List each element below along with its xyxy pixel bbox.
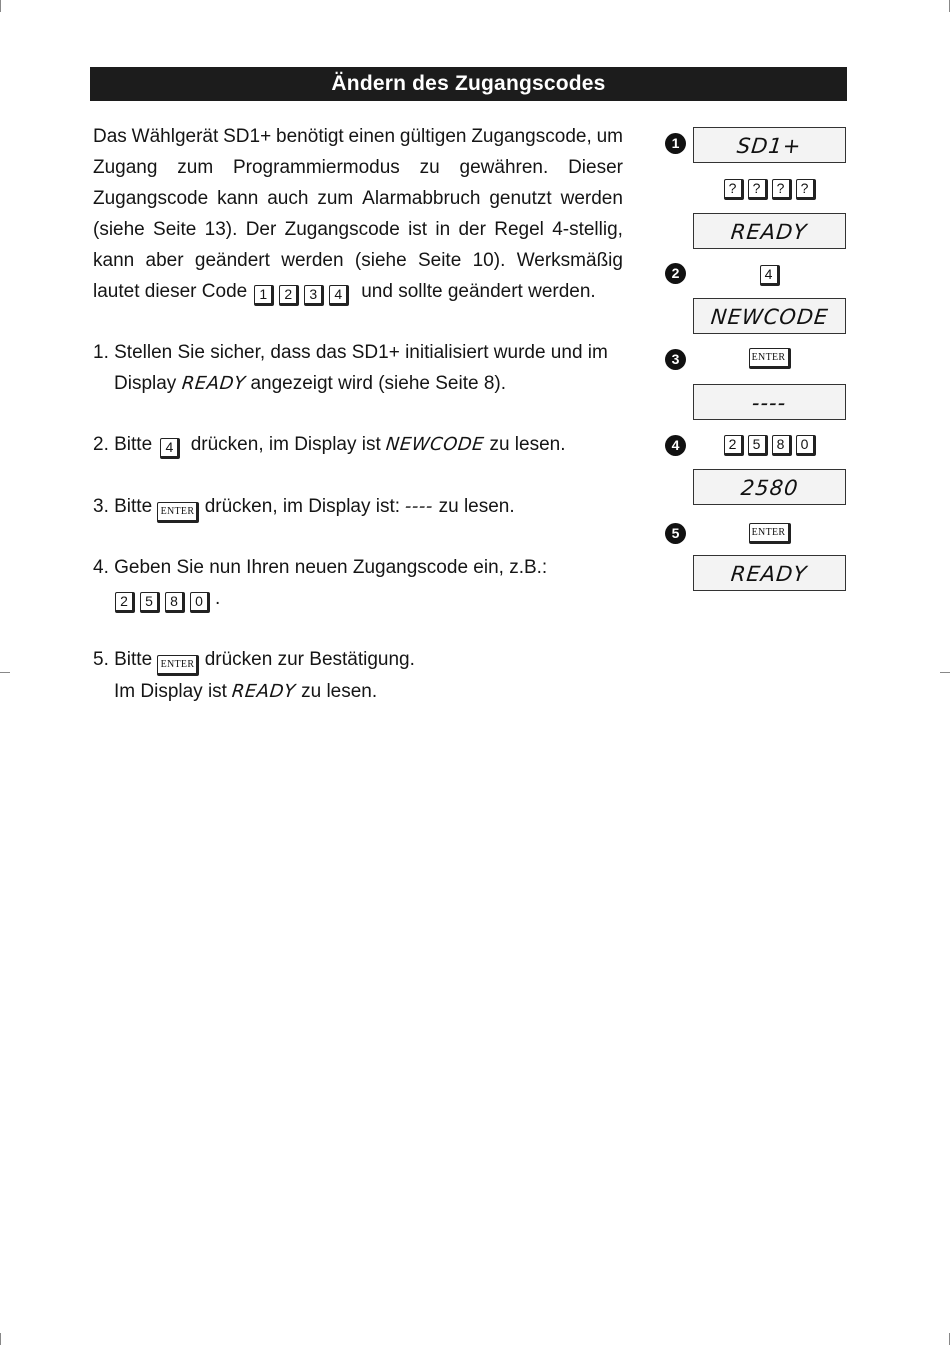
word: Zugangscode: [93, 188, 209, 209]
key-unknown: ?: [796, 179, 816, 200]
lcd-text: 2580: [739, 476, 800, 500]
intro-line: [93, 121, 623, 152]
lcd-text: READY: [730, 220, 809, 244]
lcd-display: [693, 384, 846, 420]
lcd-display: [693, 127, 846, 163]
word: werden: [560, 188, 623, 209]
enter-key: ENTER: [157, 655, 199, 676]
key-8: 8: [772, 435, 792, 456]
lcd-display: [693, 555, 846, 591]
key-3: 3: [304, 285, 324, 306]
key-5: 5: [748, 435, 768, 456]
intro-code-prefix: lautet dieser Code: [93, 281, 248, 302]
step-marker-1: 1: [665, 133, 686, 154]
word: SD1+: [223, 126, 272, 147]
step-marker-2: 2: [665, 263, 686, 284]
key-unknown: ?: [748, 179, 768, 200]
word: Seite: [417, 250, 462, 271]
lcd-text: SD1+: [736, 134, 803, 158]
crop-mark: [0, 672, 10, 673]
key-8: 8: [165, 592, 185, 613]
key-4: 4: [760, 265, 780, 286]
intro-paragraph: [93, 121, 623, 307]
step-5-line-2: [93, 676, 653, 707]
lcd-display: [693, 469, 846, 505]
step-2: [93, 429, 653, 460]
step-5-line-2-post: zu lesen.: [301, 681, 378, 702]
word: geändert: [194, 250, 270, 271]
enter-key: ENTER: [749, 348, 791, 369]
key-unknown: ?: [724, 179, 744, 200]
step-2-pre: 2. Bitte: [93, 434, 153, 455]
step-5-pre: 5. Bitte: [93, 649, 153, 670]
crop-mark: [940, 672, 950, 673]
step-5-line-1: [93, 644, 653, 676]
step-1-line-1: 1. Stellen Sie sicher, dass das SD1+ initialisiert wurde und im: [93, 342, 608, 363]
word: werden: [281, 250, 344, 271]
step-marker-5: 5: [665, 523, 686, 544]
crop-mark: [0, 0, 1, 12]
word: um: [596, 126, 623, 147]
word: der: [458, 219, 486, 240]
step-3: [93, 491, 653, 523]
key-row: [693, 520, 846, 544]
step-1-display-label: Display: [114, 373, 177, 394]
code-keys: [254, 276, 354, 307]
step-5-post: drücken zur Bestätigung.: [204, 649, 415, 670]
key-row: [693, 345, 846, 369]
word: benötigt: [276, 126, 344, 147]
display-text-ready: READY: [180, 373, 247, 394]
step-marker-3: 3: [665, 349, 686, 370]
word: Zugang: [93, 157, 158, 178]
step-4-keys: [93, 583, 653, 614]
word: Der: [245, 219, 277, 240]
display-text-newcode: NEWCODE: [384, 434, 486, 455]
display-text-dashes: ----: [404, 496, 435, 517]
word: kann: [217, 188, 259, 209]
intro-line: [93, 152, 623, 183]
key-2: 2: [724, 435, 744, 456]
word: (siehe: [354, 250, 407, 271]
word: Das: [93, 126, 127, 147]
step-marker-4: 4: [665, 435, 686, 456]
key-4: 4: [329, 285, 349, 306]
word: Dieser: [568, 157, 623, 178]
step-4-end: .: [215, 588, 221, 609]
word: zum: [317, 188, 354, 209]
intro-line: [93, 183, 623, 214]
word: genutzt: [489, 188, 552, 209]
word: einen: [348, 126, 396, 147]
word: Regel: [494, 219, 544, 240]
step-2-post: zu lesen.: [489, 434, 566, 455]
crop-mark: [0, 1333, 1, 1345]
step-3-mid: drücken, im Display ist:: [204, 496, 401, 517]
intro-line-code: [93, 276, 623, 307]
step-4-line-1: 4. Geben Sie nun Ihren neuen Zugangscode ein, z.B.:: [93, 557, 548, 578]
key-row: [693, 434, 846, 456]
word: gültigen: [399, 126, 467, 147]
key-0: 0: [796, 435, 816, 456]
word: in: [435, 219, 451, 240]
key-unknown: ?: [772, 179, 792, 200]
word: Wählgerät: [131, 126, 219, 147]
word: Programmiermodus: [232, 157, 400, 178]
word: Alarmabbruch: [362, 188, 481, 209]
step-1: [93, 337, 653, 399]
word: (siehe: [93, 219, 145, 240]
key-1: 1: [254, 285, 274, 306]
word: zum: [177, 157, 214, 178]
word: aber: [145, 250, 184, 271]
key-5: 5: [140, 592, 160, 613]
word: kann: [93, 250, 135, 271]
intro-code-suffix: und sollte geändert werden.: [361, 281, 596, 302]
step-1-post: angezeigt wird (siehe Seite 8).: [250, 373, 507, 394]
enter-key: ENTER: [157, 502, 199, 523]
word: 4-stellig,: [552, 219, 623, 240]
lcd-text: READY: [730, 562, 809, 586]
word: 13).: [204, 219, 238, 240]
word: Zugangscode: [284, 219, 400, 240]
intro-line: [93, 245, 623, 276]
step-2-mid: drücken, im Display ist: [190, 434, 381, 455]
key-4: 4: [160, 438, 180, 459]
word: auch: [267, 188, 309, 209]
word: Seite: [153, 219, 197, 240]
lcd-display: [693, 213, 846, 249]
intro-line: [93, 214, 623, 245]
word: Zugangscode,: [471, 126, 592, 147]
step-4: [93, 552, 653, 614]
key-row: [693, 264, 846, 286]
word: gewähren.: [459, 157, 549, 178]
display-text-ready: READY: [231, 681, 297, 702]
step-3-pre: 3. Bitte: [93, 496, 153, 517]
lcd-text: ----: [751, 391, 788, 415]
lcd-text: NEWCODE: [709, 305, 830, 329]
step-5-display-label: Im Display ist: [114, 681, 227, 702]
word: Werksmäßig: [516, 250, 623, 271]
key-0: 0: [190, 592, 210, 613]
word: ist: [408, 219, 428, 240]
enter-key: ENTER: [749, 523, 791, 544]
page-title: Ändern des Zugangscodes: [90, 67, 847, 101]
lcd-display: [693, 298, 846, 334]
key-2: 2: [115, 592, 135, 613]
step-3-post: zu lesen.: [438, 496, 515, 517]
step-5: [93, 644, 653, 707]
word: zu: [419, 157, 440, 178]
step-1-line-2: [93, 368, 653, 399]
key-2: 2: [279, 285, 299, 306]
word: 10).: [472, 250, 506, 271]
key-row: [693, 178, 846, 200]
